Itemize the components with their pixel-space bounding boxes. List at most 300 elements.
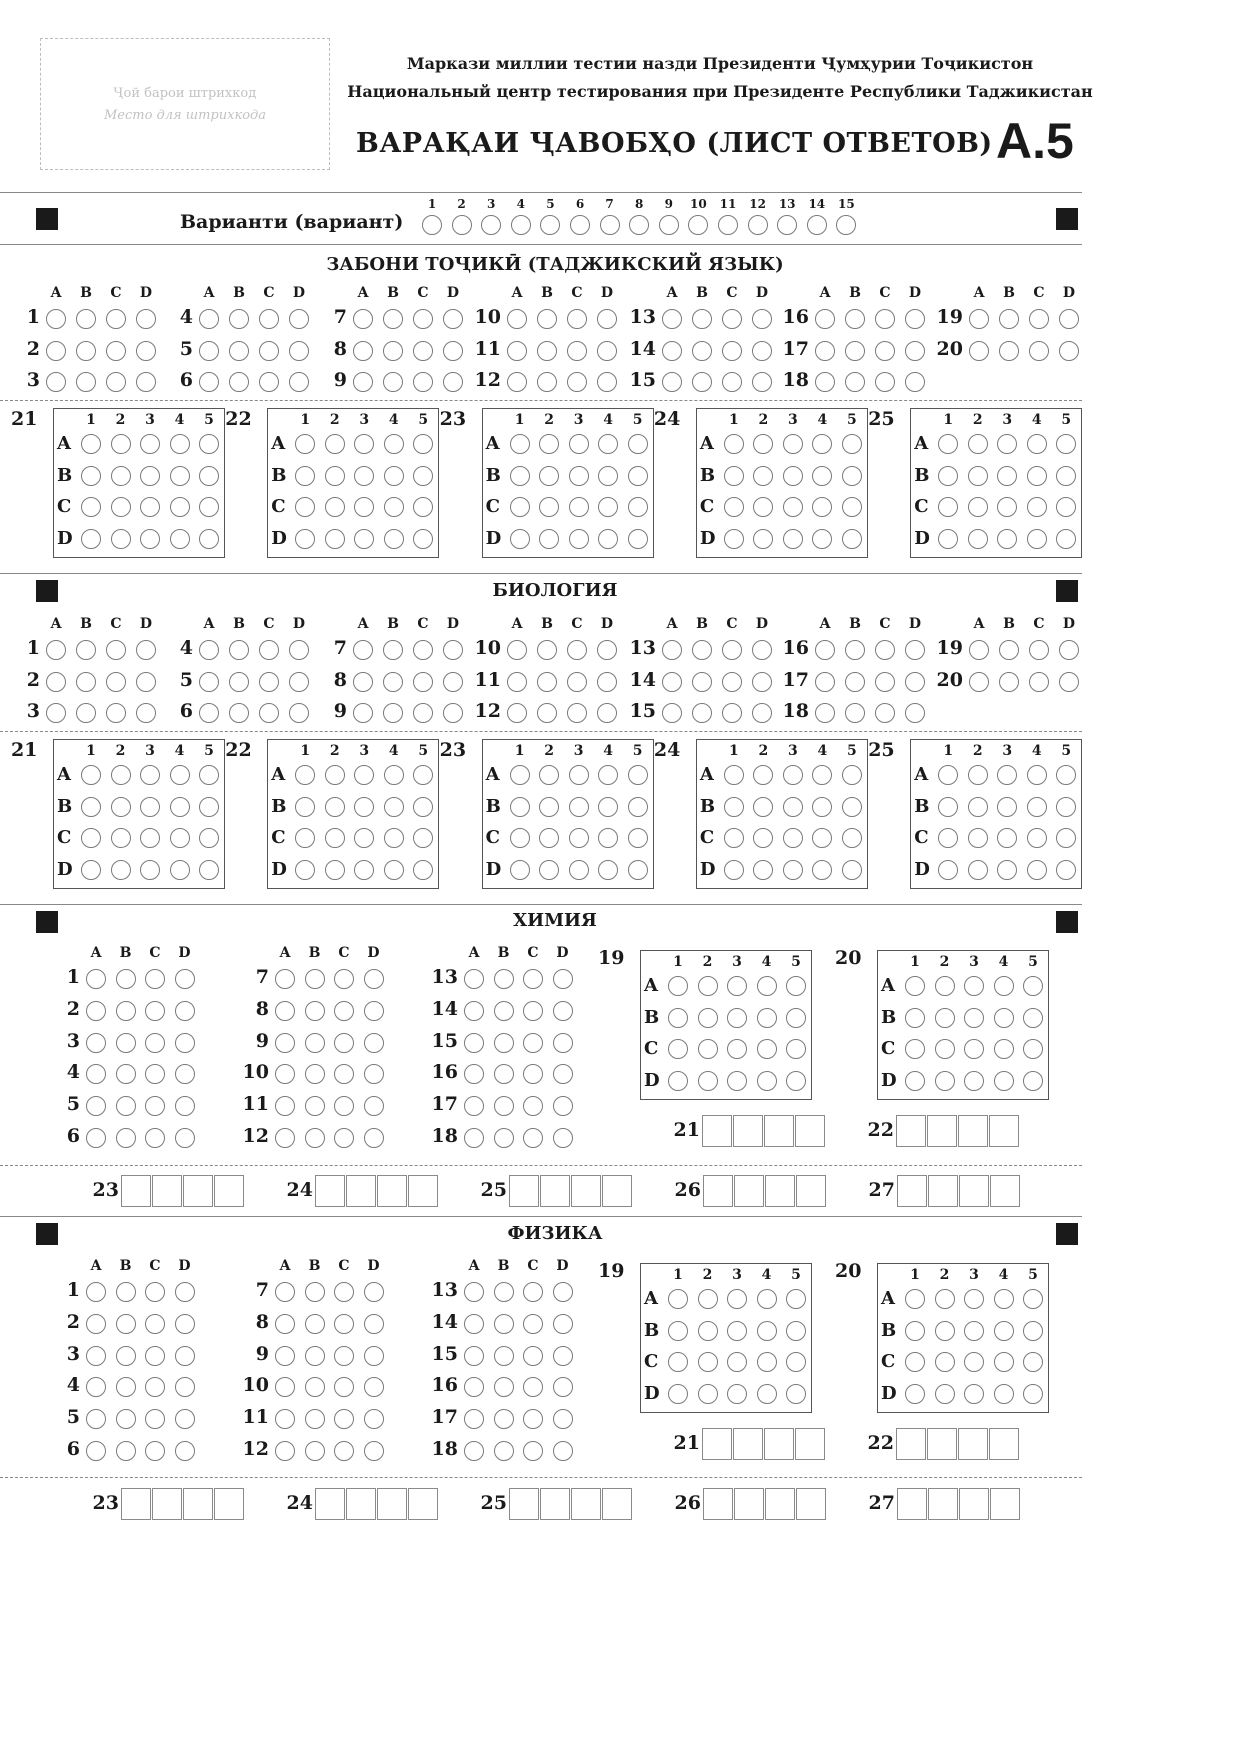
answer-bubble[interactable] — [106, 640, 126, 660]
matrix-bubble[interactable] — [384, 434, 404, 454]
answer-cell[interactable] — [315, 1175, 345, 1207]
matrix-bubble[interactable] — [786, 1352, 806, 1372]
matrix-bubble[interactable] — [724, 828, 744, 848]
answer-bubble[interactable] — [722, 372, 742, 392]
answer-bubble[interactable] — [116, 1064, 136, 1084]
matrix-bubble[interactable] — [1027, 529, 1047, 549]
matrix-bubble[interactable] — [905, 1008, 925, 1028]
matrix-bubble[interactable] — [413, 466, 433, 486]
answer-cell[interactable] — [315, 1488, 345, 1520]
matrix-bubble[interactable] — [783, 497, 803, 517]
matrix-bubble[interactable] — [539, 497, 559, 517]
answer-bubble[interactable] — [145, 1346, 165, 1366]
answer-bubble[interactable] — [662, 372, 682, 392]
answer-bubble[interactable] — [259, 640, 279, 660]
matrix-bubble[interactable] — [569, 529, 589, 549]
answer-bubble[interactable] — [1059, 640, 1079, 660]
answer-bubble[interactable] — [553, 1001, 573, 1021]
answer-bubble[interactable] — [537, 372, 557, 392]
answer-bubble[interactable] — [175, 1409, 195, 1429]
matrix-bubble[interactable] — [812, 529, 832, 549]
matrix-bubble[interactable] — [325, 529, 345, 549]
answer-cell[interactable] — [959, 1175, 989, 1207]
answer-bubble[interactable] — [567, 703, 587, 723]
matrix-bubble[interactable] — [905, 1071, 925, 1091]
answer-bubble[interactable] — [1059, 309, 1079, 329]
answer-bubble[interactable] — [845, 703, 865, 723]
answer-bubble[interactable] — [275, 1409, 295, 1429]
answer-cell[interactable] — [990, 1175, 1020, 1207]
matrix-bubble[interactable] — [111, 529, 131, 549]
answer-bubble[interactable] — [815, 640, 835, 660]
answer-bubble[interactable] — [275, 1064, 295, 1084]
matrix-bubble[interactable] — [111, 434, 131, 454]
answer-bubble[interactable] — [305, 1314, 325, 1334]
answer-bubble[interactable] — [145, 1314, 165, 1334]
answer-bubble[interactable] — [815, 341, 835, 361]
answer-cell[interactable] — [989, 1428, 1019, 1460]
answer-bubble[interactable] — [106, 309, 126, 329]
matrix-bubble[interactable] — [325, 765, 345, 785]
matrix-bubble[interactable] — [727, 1039, 747, 1059]
matrix-bubble[interactable] — [111, 828, 131, 848]
matrix-bubble[interactable] — [1027, 765, 1047, 785]
matrix-bubble[interactable] — [1056, 860, 1076, 880]
answer-bubble[interactable] — [1059, 672, 1079, 692]
matrix-bubble[interactable] — [111, 466, 131, 486]
answer-bubble[interactable] — [722, 341, 742, 361]
answer-bubble[interactable] — [275, 1314, 295, 1334]
matrix-bubble[interactable] — [199, 434, 219, 454]
answer-bubble[interactable] — [567, 341, 587, 361]
matrix-bubble[interactable] — [539, 797, 559, 817]
matrix-bubble[interactable] — [111, 860, 131, 880]
matrix-bubble[interactable] — [199, 860, 219, 880]
matrix-bubble[interactable] — [384, 860, 404, 880]
answer-bubble[interactable] — [334, 969, 354, 989]
matrix-bubble[interactable] — [1023, 1008, 1043, 1028]
answer-bubble[interactable] — [199, 309, 219, 329]
matrix-bubble[interactable] — [569, 434, 589, 454]
matrix-bubble[interactable] — [935, 1008, 955, 1028]
matrix-bubble[interactable] — [668, 976, 688, 996]
matrix-bubble[interactable] — [569, 466, 589, 486]
answer-cell[interactable] — [896, 1115, 926, 1147]
answer-cell[interactable] — [897, 1175, 927, 1207]
matrix-bubble[interactable] — [1027, 860, 1047, 880]
matrix-bubble[interactable] — [757, 1352, 777, 1372]
answer-bubble[interactable] — [692, 372, 712, 392]
answer-bubble[interactable] — [289, 640, 309, 660]
answer-bubble[interactable] — [875, 640, 895, 660]
matrix-bubble[interactable] — [698, 1321, 718, 1341]
answer-cell[interactable] — [765, 1488, 795, 1520]
matrix-bubble[interactable] — [199, 529, 219, 549]
matrix-bubble[interactable] — [968, 497, 988, 517]
matrix-bubble[interactable] — [569, 497, 589, 517]
answer-bubble[interactable] — [229, 341, 249, 361]
answer-bubble[interactable] — [275, 1001, 295, 1021]
matrix-bubble[interactable] — [598, 434, 618, 454]
answer-bubble[interactable] — [597, 672, 617, 692]
matrix-bubble[interactable] — [1027, 497, 1047, 517]
answer-bubble[interactable] — [507, 640, 527, 660]
matrix-bubble[interactable] — [295, 797, 315, 817]
matrix-bubble[interactable] — [199, 765, 219, 785]
answer-cell[interactable] — [408, 1175, 438, 1207]
answer-bubble[interactable] — [662, 640, 682, 660]
matrix-bubble[interactable] — [510, 828, 530, 848]
answer-bubble[interactable] — [722, 703, 742, 723]
matrix-bubble[interactable] — [81, 828, 101, 848]
answer-bubble[interactable] — [229, 309, 249, 329]
matrix-bubble[interactable] — [968, 828, 988, 848]
matrix-bubble[interactable] — [598, 860, 618, 880]
answer-bubble[interactable] — [364, 1314, 384, 1334]
answer-bubble[interactable] — [76, 703, 96, 723]
answer-cell[interactable] — [702, 1115, 732, 1147]
matrix-bubble[interactable] — [539, 828, 559, 848]
matrix-bubble[interactable] — [757, 1008, 777, 1028]
answer-bubble[interactable] — [275, 1441, 295, 1461]
answer-cell[interactable] — [571, 1488, 601, 1520]
answer-bubble[interactable] — [507, 341, 527, 361]
answer-bubble[interactable] — [364, 1282, 384, 1302]
answer-bubble[interactable] — [443, 341, 463, 361]
matrix-bubble[interactable] — [994, 1039, 1014, 1059]
answer-bubble[interactable] — [553, 1314, 573, 1334]
matrix-bubble[interactable] — [1027, 434, 1047, 454]
answer-bubble[interactable] — [353, 372, 373, 392]
matrix-bubble[interactable] — [724, 497, 744, 517]
answer-bubble[interactable] — [86, 1001, 106, 1021]
matrix-bubble[interactable] — [170, 765, 190, 785]
matrix-bubble[interactable] — [628, 434, 648, 454]
matrix-bubble[interactable] — [354, 529, 374, 549]
answer-bubble[interactable] — [175, 1064, 195, 1084]
matrix-bubble[interactable] — [994, 1289, 1014, 1309]
answer-bubble[interactable] — [523, 1377, 543, 1397]
answer-bubble[interactable] — [275, 1282, 295, 1302]
answer-bubble[interactable] — [662, 703, 682, 723]
answer-bubble[interactable] — [494, 1001, 514, 1021]
answer-cell[interactable] — [896, 1428, 926, 1460]
matrix-bubble[interactable] — [935, 1071, 955, 1091]
variant-bubble[interactable] — [688, 215, 708, 235]
answer-cell[interactable] — [927, 1428, 957, 1460]
matrix-bubble[interactable] — [668, 1039, 688, 1059]
answer-cell[interactable] — [764, 1115, 794, 1147]
answer-bubble[interactable] — [353, 309, 373, 329]
matrix-bubble[interactable] — [81, 860, 101, 880]
matrix-bubble[interactable] — [997, 797, 1017, 817]
variant-bubble[interactable] — [807, 215, 827, 235]
matrix-bubble[interactable] — [783, 828, 803, 848]
matrix-bubble[interactable] — [598, 828, 618, 848]
matrix-bubble[interactable] — [140, 765, 160, 785]
answer-bubble[interactable] — [334, 1441, 354, 1461]
answer-bubble[interactable] — [145, 1064, 165, 1084]
matrix-bubble[interactable] — [354, 466, 374, 486]
answer-cell[interactable] — [928, 1488, 958, 1520]
answer-bubble[interactable] — [199, 703, 219, 723]
matrix-bubble[interactable] — [510, 466, 530, 486]
answer-bubble[interactable] — [175, 1282, 195, 1302]
answer-bubble[interactable] — [523, 1314, 543, 1334]
answer-bubble[interactable] — [523, 1033, 543, 1053]
matrix-bubble[interactable] — [598, 466, 618, 486]
answer-bubble[interactable] — [523, 1096, 543, 1116]
matrix-bubble[interactable] — [964, 1289, 984, 1309]
answer-bubble[interactable] — [553, 1409, 573, 1429]
answer-bubble[interactable] — [523, 1409, 543, 1429]
matrix-bubble[interactable] — [354, 860, 374, 880]
answer-bubble[interactable] — [692, 309, 712, 329]
answer-cell[interactable] — [796, 1488, 826, 1520]
answer-bubble[interactable] — [553, 1282, 573, 1302]
answer-bubble[interactable] — [553, 969, 573, 989]
answer-bubble[interactable] — [383, 703, 403, 723]
answer-bubble[interactable] — [567, 640, 587, 660]
answer-bubble[interactable] — [145, 1128, 165, 1148]
matrix-bubble[interactable] — [842, 765, 862, 785]
matrix-bubble[interactable] — [994, 1384, 1014, 1404]
answer-bubble[interactable] — [875, 341, 895, 361]
matrix-bubble[interactable] — [668, 1071, 688, 1091]
answer-bubble[interactable] — [175, 1096, 195, 1116]
matrix-bubble[interactable] — [569, 828, 589, 848]
answer-bubble[interactable] — [364, 969, 384, 989]
matrix-bubble[interactable] — [812, 860, 832, 880]
answer-bubble[interactable] — [106, 672, 126, 692]
matrix-bubble[interactable] — [698, 1008, 718, 1028]
answer-bubble[interactable] — [537, 640, 557, 660]
matrix-bubble[interactable] — [753, 860, 773, 880]
answer-cell[interactable] — [602, 1488, 632, 1520]
answer-bubble[interactable] — [334, 1064, 354, 1084]
variant-bubble[interactable] — [452, 215, 472, 235]
answer-bubble[interactable] — [553, 1377, 573, 1397]
answer-cell[interactable] — [927, 1115, 957, 1147]
answer-cell[interactable] — [346, 1175, 376, 1207]
matrix-bubble[interactable] — [905, 976, 925, 996]
matrix-bubble[interactable] — [938, 466, 958, 486]
answer-bubble[interactable] — [116, 1096, 136, 1116]
matrix-bubble[interactable] — [510, 529, 530, 549]
matrix-bubble[interactable] — [786, 1008, 806, 1028]
answer-bubble[interactable] — [116, 1441, 136, 1461]
matrix-bubble[interactable] — [935, 976, 955, 996]
answer-bubble[interactable] — [259, 372, 279, 392]
answer-cell[interactable] — [540, 1175, 570, 1207]
matrix-bubble[interactable] — [1056, 529, 1076, 549]
answer-bubble[interactable] — [1029, 341, 1049, 361]
matrix-bubble[interactable] — [569, 860, 589, 880]
answer-cell[interactable] — [183, 1488, 213, 1520]
answer-bubble[interactable] — [537, 703, 557, 723]
answer-bubble[interactable] — [494, 1064, 514, 1084]
matrix-bubble[interactable] — [724, 797, 744, 817]
answer-bubble[interactable] — [692, 341, 712, 361]
matrix-bubble[interactable] — [295, 466, 315, 486]
answer-cell[interactable] — [765, 1175, 795, 1207]
matrix-bubble[interactable] — [968, 860, 988, 880]
variant-bubble[interactable] — [600, 215, 620, 235]
answer-bubble[interactable] — [464, 1346, 484, 1366]
answer-bubble[interactable] — [116, 969, 136, 989]
answer-bubble[interactable] — [597, 309, 617, 329]
matrix-bubble[interactable] — [569, 765, 589, 785]
answer-bubble[interactable] — [275, 1377, 295, 1397]
matrix-bubble[interactable] — [1056, 797, 1076, 817]
matrix-bubble[interactable] — [757, 1071, 777, 1091]
matrix-bubble[interactable] — [753, 466, 773, 486]
answer-bubble[interactable] — [364, 1409, 384, 1429]
matrix-bubble[interactable] — [199, 497, 219, 517]
answer-bubble[interactable] — [815, 672, 835, 692]
answer-bubble[interactable] — [1059, 341, 1079, 361]
matrix-bubble[interactable] — [698, 976, 718, 996]
variant-bubble[interactable] — [540, 215, 560, 235]
matrix-bubble[interactable] — [539, 529, 559, 549]
answer-cell[interactable] — [734, 1488, 764, 1520]
matrix-bubble[interactable] — [783, 466, 803, 486]
answer-bubble[interactable] — [86, 1096, 106, 1116]
matrix-bubble[interactable] — [905, 1039, 925, 1059]
matrix-bubble[interactable] — [757, 1384, 777, 1404]
matrix-bubble[interactable] — [727, 1289, 747, 1309]
answer-bubble[interactable] — [46, 703, 66, 723]
matrix-bubble[interactable] — [539, 434, 559, 454]
answer-bubble[interactable] — [305, 1033, 325, 1053]
matrix-bubble[interactable] — [842, 466, 862, 486]
answer-cell[interactable] — [958, 1428, 988, 1460]
answer-bubble[interactable] — [76, 372, 96, 392]
matrix-bubble[interactable] — [199, 797, 219, 817]
matrix-bubble[interactable] — [384, 529, 404, 549]
variant-bubble[interactable] — [511, 215, 531, 235]
answer-bubble[interactable] — [353, 703, 373, 723]
answer-bubble[interactable] — [145, 969, 165, 989]
answer-bubble[interactable] — [875, 372, 895, 392]
answer-bubble[interactable] — [494, 1314, 514, 1334]
variant-bubble[interactable] — [629, 215, 649, 235]
variant-bubble[interactable] — [748, 215, 768, 235]
matrix-bubble[interactable] — [727, 1321, 747, 1341]
answer-bubble[interactable] — [289, 309, 309, 329]
matrix-bubble[interactable] — [786, 976, 806, 996]
answer-cell[interactable] — [959, 1488, 989, 1520]
answer-bubble[interactable] — [334, 1128, 354, 1148]
answer-bubble[interactable] — [116, 1128, 136, 1148]
answer-bubble[interactable] — [722, 309, 742, 329]
matrix-bubble[interactable] — [724, 529, 744, 549]
answer-bubble[interactable] — [464, 1064, 484, 1084]
matrix-bubble[interactable] — [727, 1071, 747, 1091]
answer-bubble[interactable] — [305, 1377, 325, 1397]
matrix-bubble[interactable] — [938, 860, 958, 880]
answer-bubble[interactable] — [334, 1282, 354, 1302]
answer-bubble[interactable] — [364, 1064, 384, 1084]
matrix-bubble[interactable] — [935, 1039, 955, 1059]
answer-bubble[interactable] — [815, 703, 835, 723]
answer-bubble[interactable] — [875, 309, 895, 329]
matrix-bubble[interactable] — [510, 434, 530, 454]
answer-bubble[interactable] — [523, 969, 543, 989]
answer-bubble[interactable] — [537, 672, 557, 692]
matrix-bubble[interactable] — [140, 497, 160, 517]
answer-bubble[interactable] — [275, 1096, 295, 1116]
answer-bubble[interactable] — [494, 1409, 514, 1429]
answer-bubble[interactable] — [334, 1033, 354, 1053]
answer-bubble[interactable] — [464, 1128, 484, 1148]
answer-bubble[interactable] — [106, 372, 126, 392]
answer-bubble[interactable] — [553, 1033, 573, 1053]
answer-bubble[interactable] — [116, 1346, 136, 1366]
answer-bubble[interactable] — [494, 1441, 514, 1461]
answer-bubble[interactable] — [175, 1441, 195, 1461]
matrix-bubble[interactable] — [1023, 1384, 1043, 1404]
matrix-bubble[interactable] — [628, 529, 648, 549]
answer-bubble[interactable] — [383, 309, 403, 329]
matrix-bubble[interactable] — [724, 765, 744, 785]
answer-bubble[interactable] — [289, 372, 309, 392]
matrix-bubble[interactable] — [786, 1321, 806, 1341]
answer-bubble[interactable] — [494, 1096, 514, 1116]
matrix-bubble[interactable] — [786, 1384, 806, 1404]
answer-bubble[interactable] — [175, 1346, 195, 1366]
answer-bubble[interactable] — [364, 1441, 384, 1461]
answer-bubble[interactable] — [494, 1377, 514, 1397]
matrix-bubble[interactable] — [994, 1321, 1014, 1341]
answer-bubble[interactable] — [553, 1441, 573, 1461]
answer-bubble[interactable] — [815, 309, 835, 329]
answer-bubble[interactable] — [334, 1314, 354, 1334]
answer-bubble[interactable] — [275, 1128, 295, 1148]
answer-bubble[interactable] — [662, 309, 682, 329]
matrix-bubble[interactable] — [997, 860, 1017, 880]
matrix-bubble[interactable] — [81, 434, 101, 454]
matrix-bubble[interactable] — [964, 1384, 984, 1404]
answer-bubble[interactable] — [507, 372, 527, 392]
answer-bubble[interactable] — [259, 309, 279, 329]
answer-cell[interactable] — [764, 1428, 794, 1460]
matrix-bubble[interactable] — [140, 797, 160, 817]
answer-bubble[interactable] — [553, 1096, 573, 1116]
matrix-bubble[interactable] — [968, 466, 988, 486]
matrix-bubble[interactable] — [964, 1071, 984, 1091]
answer-bubble[interactable] — [692, 703, 712, 723]
matrix-bubble[interactable] — [1023, 976, 1043, 996]
answer-bubble[interactable] — [413, 703, 433, 723]
answer-cell[interactable] — [152, 1175, 182, 1207]
answer-bubble[interactable] — [145, 1377, 165, 1397]
matrix-bubble[interactable] — [812, 466, 832, 486]
answer-bubble[interactable] — [116, 1001, 136, 1021]
matrix-bubble[interactable] — [994, 1071, 1014, 1091]
answer-bubble[interactable] — [553, 1128, 573, 1148]
matrix-bubble[interactable] — [786, 1039, 806, 1059]
matrix-bubble[interactable] — [81, 529, 101, 549]
matrix-bubble[interactable] — [783, 797, 803, 817]
answer-bubble[interactable] — [413, 341, 433, 361]
answer-bubble[interactable] — [305, 1096, 325, 1116]
answer-bubble[interactable] — [464, 1001, 484, 1021]
answer-bubble[interactable] — [76, 672, 96, 692]
matrix-bubble[interactable] — [668, 1289, 688, 1309]
matrix-bubble[interactable] — [140, 860, 160, 880]
answer-bubble[interactable] — [845, 372, 865, 392]
